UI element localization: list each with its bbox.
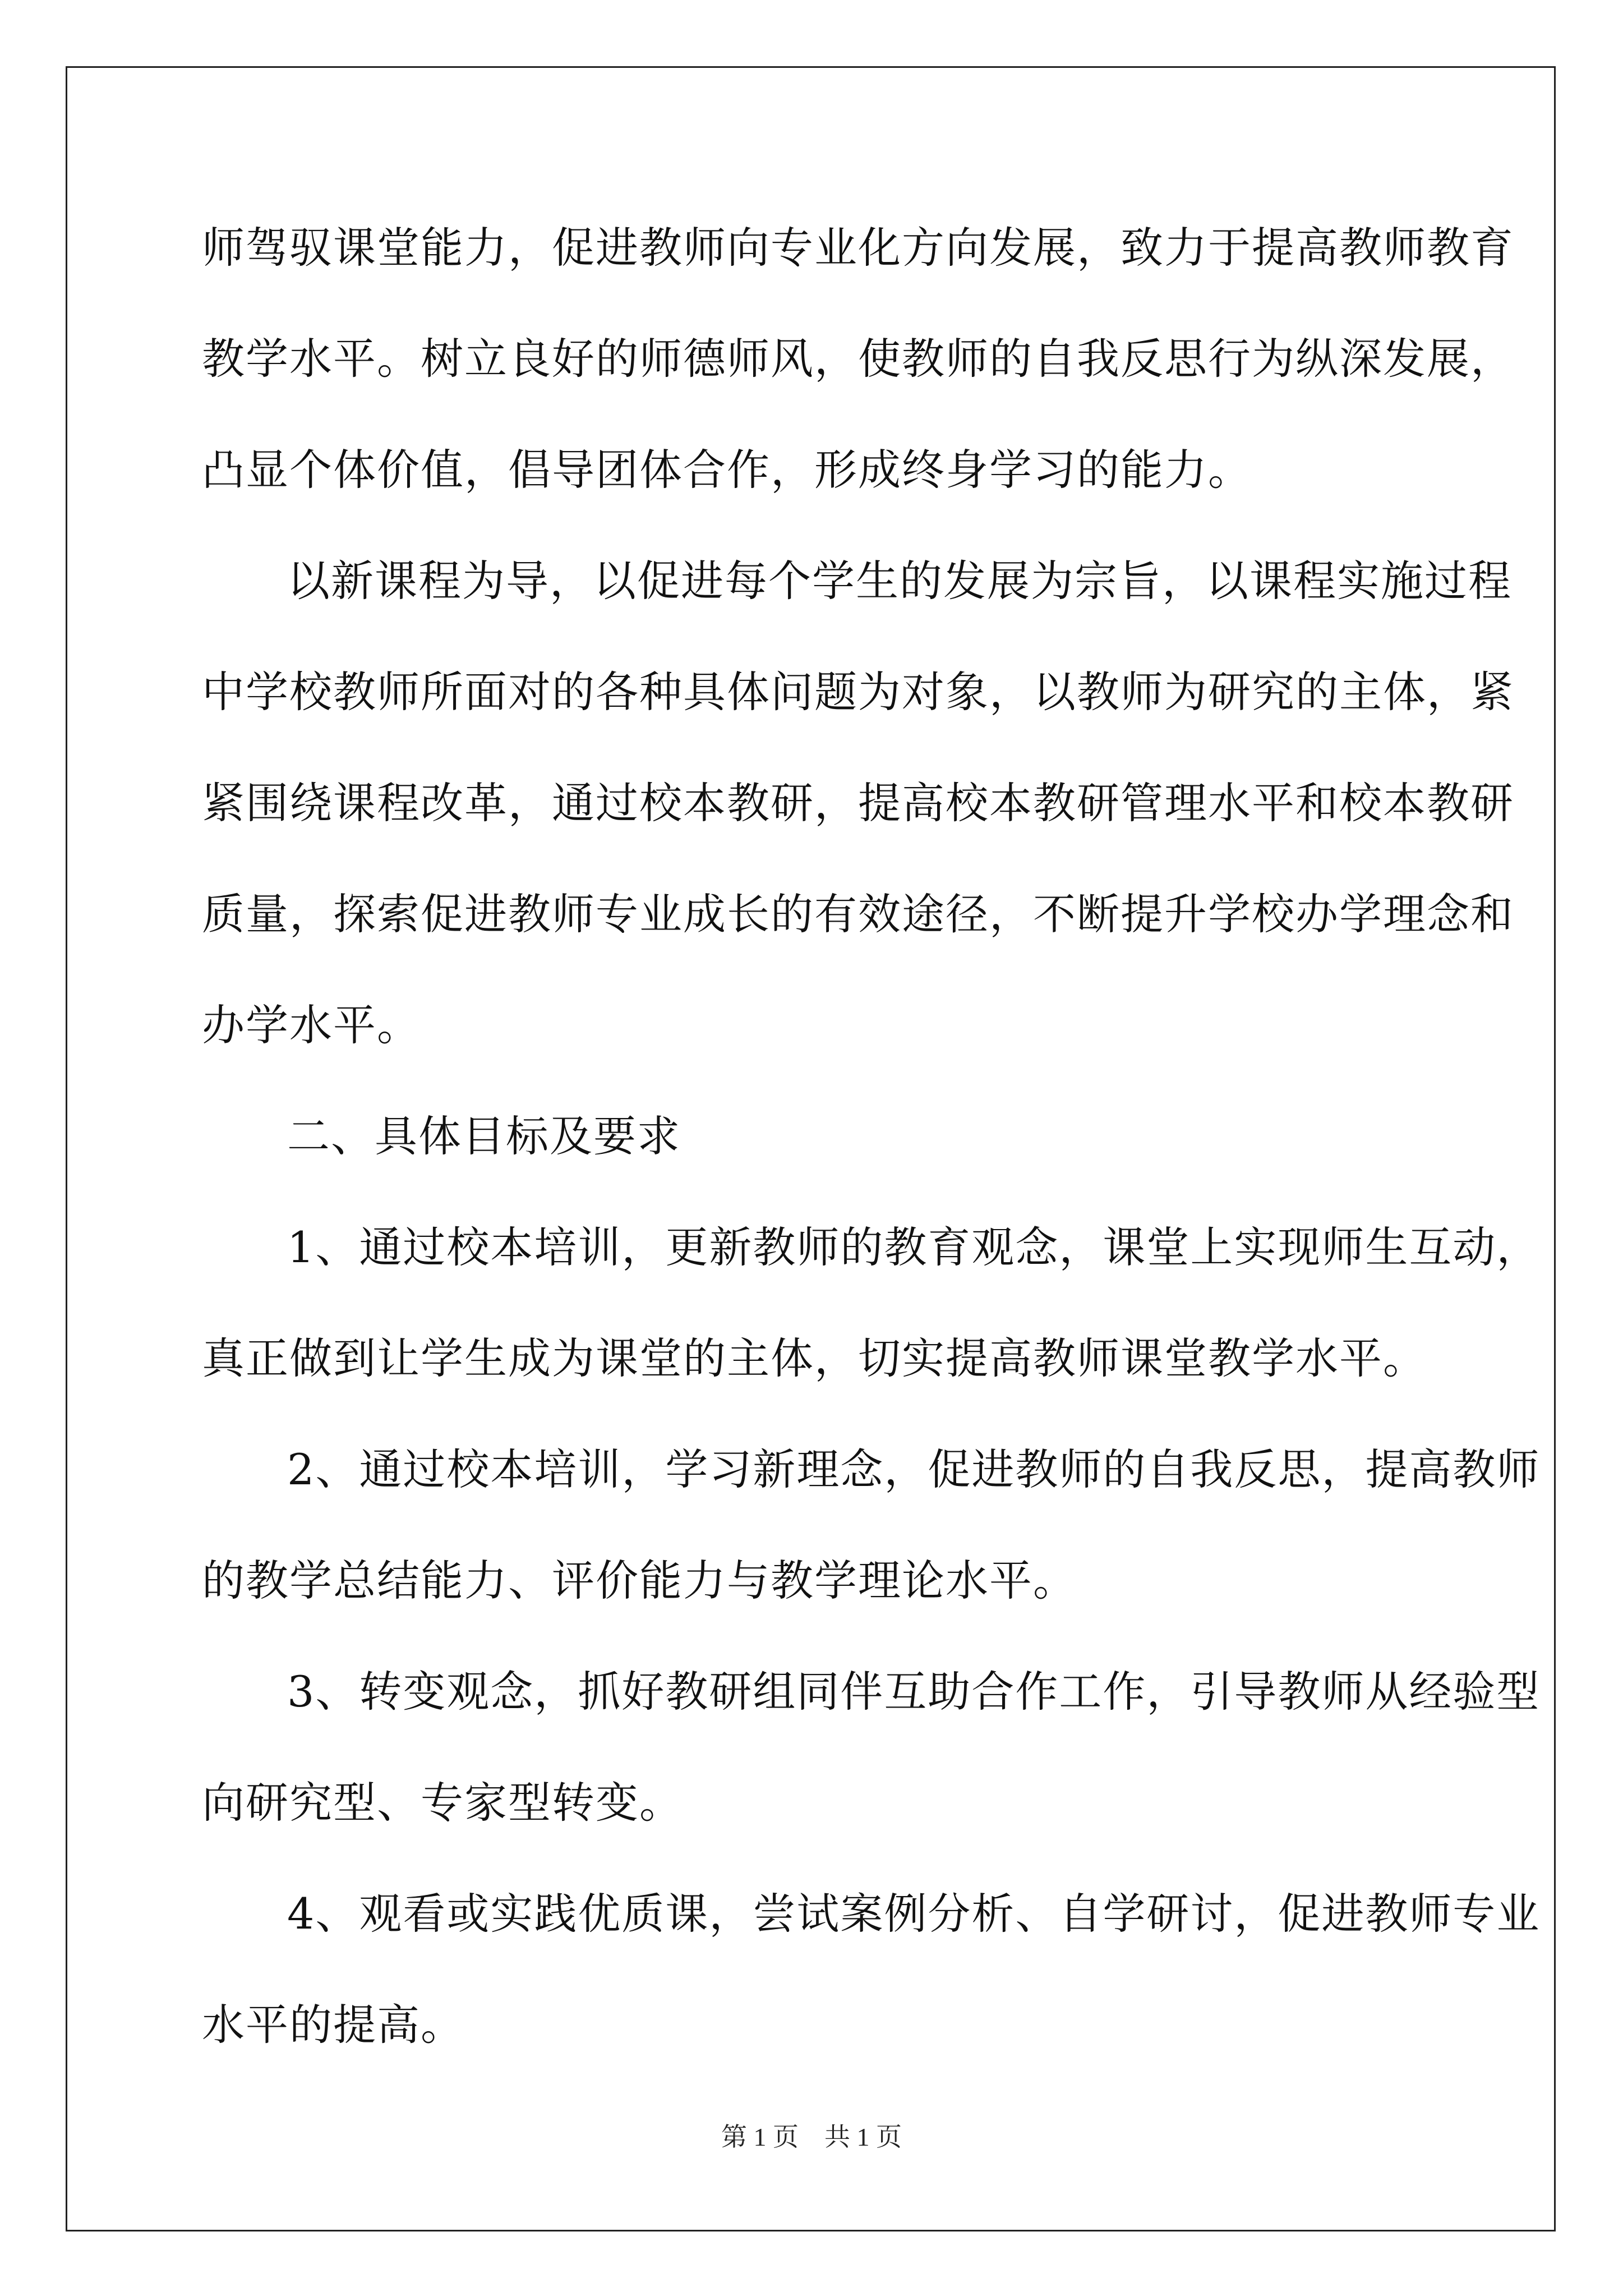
list-item-line: 2、通过校本培训，学习新理念，促进教师的自我反思，提高教师 bbox=[287, 1444, 1541, 1494]
text-line: 的教学总结能力、评价能力与教学理论水平。 bbox=[202, 1556, 1077, 1605]
text-line: 质量，探索促进教师专业成长的有效途径，不断提升学校办学理念和 bbox=[202, 889, 1514, 939]
text-line: 办学水平。 bbox=[202, 1000, 421, 1050]
section-heading: 二、具体目标及要求 bbox=[287, 1111, 681, 1161]
text-line: 教学水平。树立良好的师德师风，使教师的自我反思行为纵深发展， bbox=[202, 334, 1514, 384]
text-line: 真正做到让学生成为课堂的主体，切实提高教师课堂教学水平。 bbox=[202, 1333, 1427, 1383]
text-line: 以新课程为导，以促进每个学生的发展为宗旨，以课程实施过程 bbox=[287, 556, 1512, 606]
text-line: 师驾驭课堂能力，促进教师向专业化方向发展，致力于提高教师教育 bbox=[202, 223, 1514, 273]
text-line: 中学校教师所面对的各种具体问题为对象，以教师为研究的主体，紧 bbox=[202, 667, 1514, 717]
text-line: 水平的提高。 bbox=[202, 2000, 464, 2050]
text-line: 紧围绕课程改革，通过校本教研，提高校本教研管理水平和校本教研 bbox=[202, 778, 1514, 828]
document-body bbox=[202, 214, 1541, 2102]
list-item-line: 3、转变观念，抓好教研组同伴互助合作工作，引导教师从经验型 bbox=[287, 1667, 1541, 1717]
text-line: 向研究型、专家型转变。 bbox=[202, 1778, 683, 1828]
text-line: 凸显个体价值，倡导团体合作，形成终身学习的能力。 bbox=[202, 445, 1252, 495]
list-item-line: 4、观看或实践优质课，尝试案例分析、自学研讨，促进教师专业 bbox=[287, 1889, 1541, 1939]
page-footer: 第 1 页 共 1 页 bbox=[721, 2123, 902, 2151]
list-item-line: 1、通过校本培训，更新教师的教育观念，课堂上实现师生互动， bbox=[287, 1222, 1541, 1272]
